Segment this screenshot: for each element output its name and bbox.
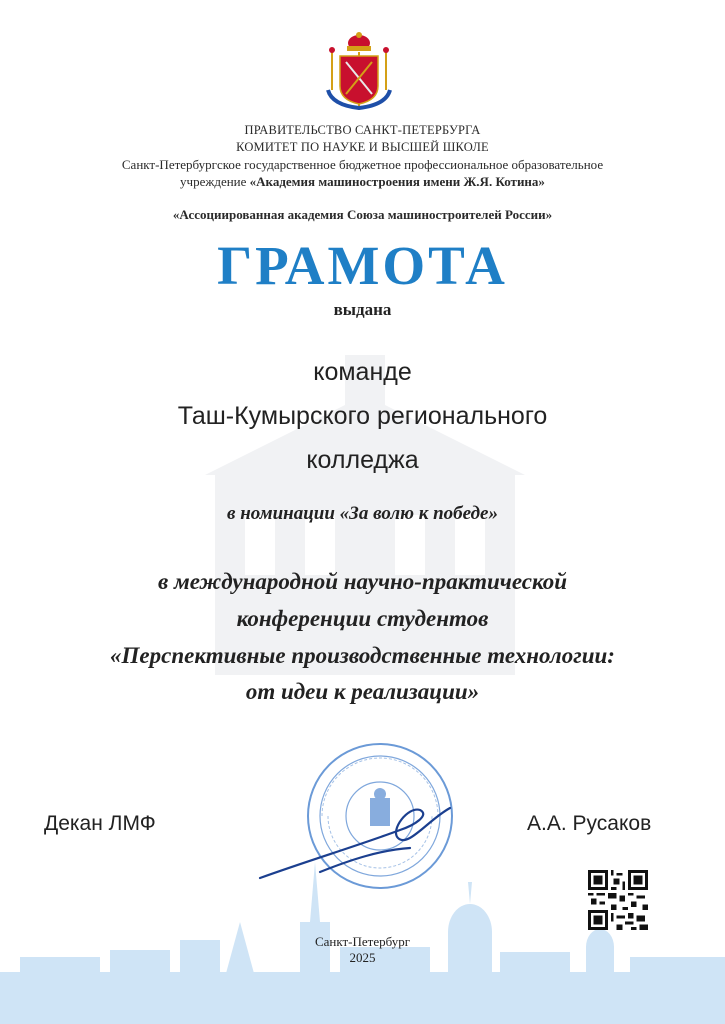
footer-city: Санкт-Петербург bbox=[314, 934, 411, 949]
certificate-title: ГРАМОТА bbox=[217, 235, 508, 296]
institution-name-line bbox=[0, 173, 725, 190]
nomination-text: в номинации «За волю к победе» bbox=[227, 503, 498, 524]
handwritten-signature bbox=[250, 790, 460, 890]
signatory-position: Декан ЛМФ bbox=[44, 812, 156, 835]
conference-line-3: «Перспективные производственные технологии: bbox=[110, 643, 615, 668]
conference-line-2: конференции студентов bbox=[236, 606, 489, 631]
recipient-line-1: команде bbox=[313, 358, 412, 386]
institution-name: «Академия машиностроения имени Ж.Я. Котина» bbox=[249, 174, 545, 189]
institution-prefix: учреждение bbox=[180, 174, 250, 189]
coat-of-arms-emblem bbox=[318, 30, 400, 112]
committee-heading: КОМИТЕТ ПО НАУКЕ И ВЫСШЕЙ ШКОЛЕ bbox=[236, 140, 489, 154]
association-line: «Ассоциированная академия Союза машиностроителей России» bbox=[172, 207, 553, 222]
header-block bbox=[0, 122, 725, 190]
recipient-line-2: Таш-Кумырского регионального bbox=[177, 402, 548, 430]
conference-line-4: от идеи к реализации» bbox=[245, 679, 480, 704]
institution-line: Санкт-Петербургское государственное бюджетное профессиональное образовательное bbox=[121, 157, 604, 172]
government-heading: ПРАВИТЕЛЬСТВО САНКТ-ПЕТЕРБУРГА bbox=[244, 123, 481, 137]
footer-place-date bbox=[0, 934, 725, 966]
issued-label: выдана bbox=[333, 300, 392, 319]
footer-year: 2025 bbox=[349, 950, 376, 965]
signatory-name: А.А. Русаков bbox=[527, 812, 652, 835]
recipient-line-3: колледжа bbox=[306, 446, 419, 474]
conference-line-1: в международной научно-практической bbox=[157, 569, 568, 594]
qr-code bbox=[588, 870, 648, 930]
